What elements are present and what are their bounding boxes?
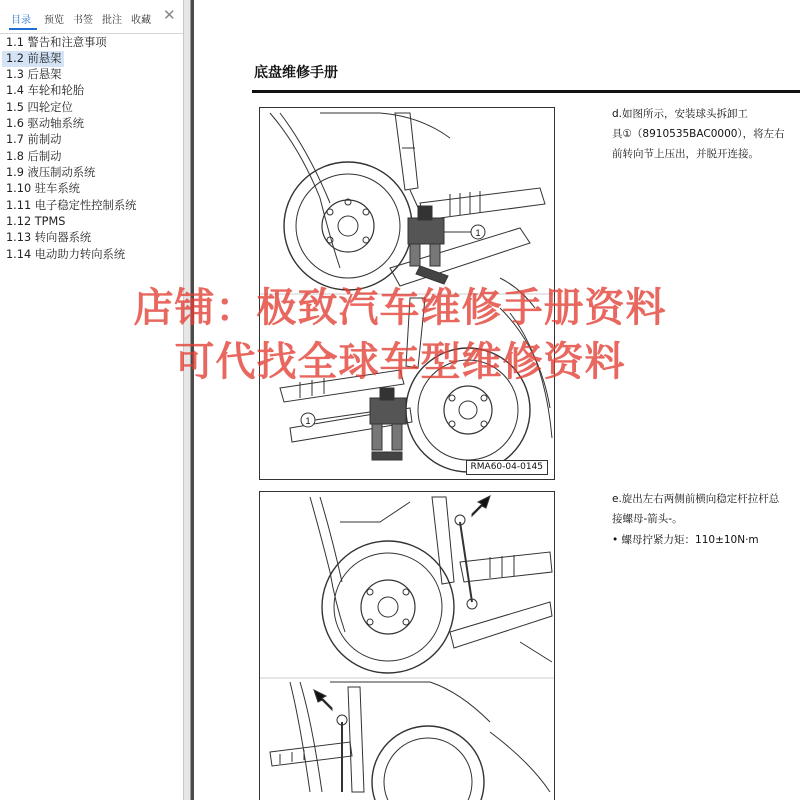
tab-toc[interactable]: 目录 (11, 15, 31, 26)
figure-stabilizer-drawing (260, 492, 555, 800)
figure-callout-1: 1 (305, 416, 311, 426)
toc-item[interactable]: 1.9 液压制动系统 (6, 166, 96, 179)
toc-item[interactable]: 1.11 电子稳定性控制系统 (6, 199, 137, 212)
sidebar-tabbar (0, 0, 183, 34)
tab-bookmarks[interactable]: 书签 (73, 15, 93, 26)
figure-code: RMA60-04-0145 (466, 460, 548, 475)
toc-item[interactable]: 1.4 车轮和轮胎 (6, 84, 85, 97)
active-tab-indicator (9, 28, 37, 30)
sidebar-resize-handle[interactable] (184, 0, 191, 800)
watermark-text: 店铺：极致汽车维修手册资料 (133, 285, 667, 331)
toc-item[interactable]: 1.7 前制动 (6, 133, 62, 146)
toc-item[interactable]: 1.3 后悬架 (6, 68, 62, 81)
sidebar (0, 0, 184, 800)
step-d-text: 前转向节上压出，并脱开连接。 (612, 148, 759, 160)
step-e-text: e.旋出左右两侧前横向稳定杆拉杆总 (612, 493, 780, 505)
torque-spec: • 螺母拧紧力矩：110±10N·m (612, 534, 759, 546)
toc-item[interactable]: 1.8 后制动 (6, 150, 62, 163)
toc-item-selected[interactable]: 1.2 前悬架 (2, 51, 64, 67)
toc-item[interactable]: 1.10 驻车系统 (6, 182, 80, 195)
tab-annotations[interactable]: 批注 (102, 15, 122, 26)
document-page (194, 0, 800, 800)
step-e-text: 接螺母-箭头-。 (612, 513, 683, 525)
toc-item[interactable]: 1.5 四轮定位 (6, 101, 73, 114)
toc-item[interactable]: 1.1 警告和注意事项 (6, 36, 107, 49)
watermark-text: 可代找全球车型维修资料 (174, 339, 626, 385)
step-d-text: 具①（8910535BAC0000），将左右 (612, 128, 785, 140)
toc-item[interactable]: 1.14 电动助力转向系统 (6, 248, 126, 261)
close-x-icon[interactable]: ✕ (163, 6, 176, 24)
figure-callout-1: 1 (475, 228, 481, 238)
title-rule (252, 90, 800, 93)
toc-item[interactable]: 1.13 转向器系统 (6, 231, 92, 244)
page-title: 底盘维修手册 (254, 65, 338, 81)
toc-item[interactable]: 1.6 驱动轴系统 (6, 117, 85, 130)
toc-item[interactable]: 1.12 TPMS (6, 215, 66, 228)
tab-favorites[interactable]: 收藏 (131, 15, 151, 26)
step-d-text: d.如图所示，安装球头拆卸工 (612, 108, 749, 120)
figure-stabilizer-link (259, 491, 555, 800)
tab-preview[interactable]: 预览 (44, 15, 64, 26)
